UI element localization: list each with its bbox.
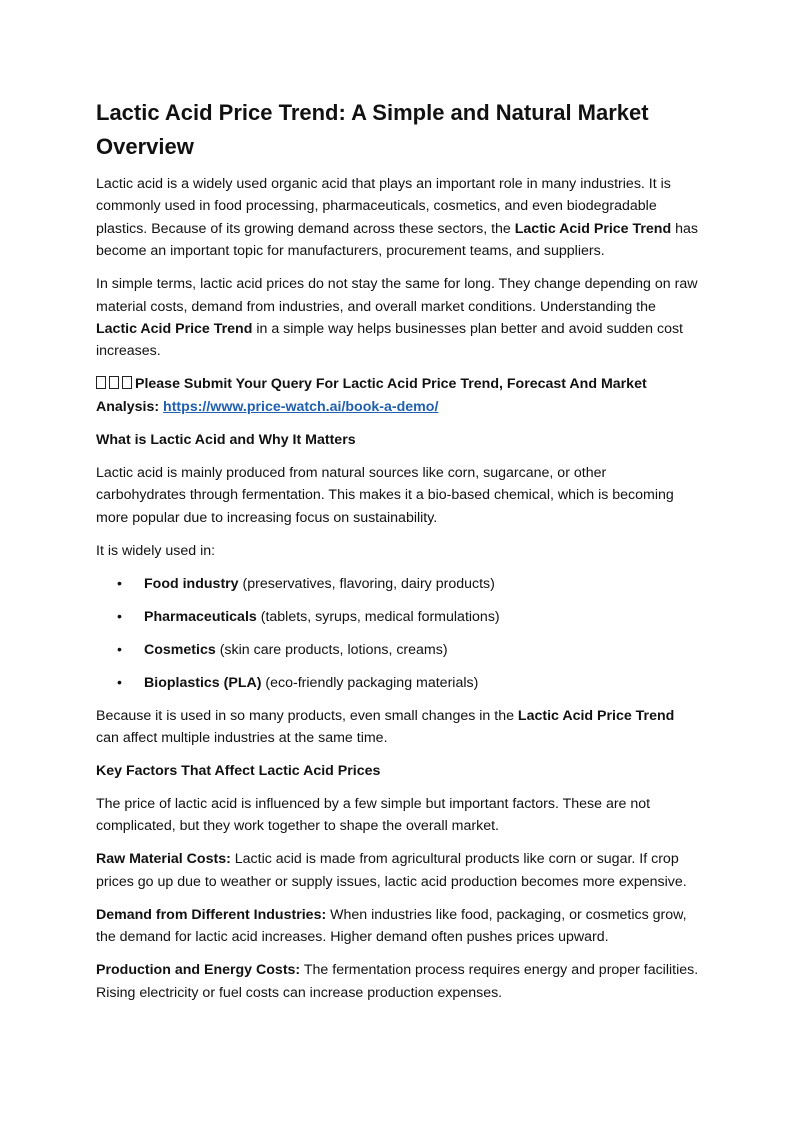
- glyph-box-icon: [109, 376, 119, 389]
- uses-list: [96, 573, 700, 694]
- section2-paragraph-1: The price of lactic acid is influenced by a few simple but important factors. These are not complicated, but they work together to shape the overall market.: [96, 796, 651, 835]
- cta-text: Please Submit Your Query For Lactic Acid Price Trend, Forecast And Market Analysis:: [96, 376, 647, 415]
- section1-paragraph-3: Because it is used in so many products, even small changes in the Lactic Acid Price Trend can affect multiple industries at the same time.: [96, 707, 675, 747]
- page-title: Lactic Acid Price Trend: A Simple and Natural Market Overview: [96, 100, 649, 159]
- list-item: • Pharmaceuticals (tablets, syrups, medical formulations): [96, 606, 700, 628]
- document-page: [96, 96, 700, 1015]
- bullet-icon: •: [117, 608, 122, 625]
- glyph-box-icon: [96, 376, 106, 389]
- bullet-icon: •: [117, 575, 122, 592]
- list-item: • Food industry (preservatives, flavoring, dairy products): [96, 573, 700, 595]
- demo-link[interactable]: https://www.price-watch.ai/book-a-demo/: [163, 398, 439, 415]
- section1-paragraph-1: Lactic acid is mainly produced from natural sources like corn, sugarcane, or other carbohydrates through fermentation. This makes it a bio-based chemical, which is becoming more popular due to increasing focus on sustainability.: [96, 464, 674, 526]
- section-heading-what-is: What is Lactic Acid and Why It Matters: [96, 431, 356, 448]
- cta-paragraph: [96, 373, 700, 418]
- glyph-box-icon: [122, 376, 132, 389]
- factor-demand: Demand from Different Industries: When industries like food, packaging, or cosmetics grow, the demand for lactic acid increases. Higher demand often pushes prices upward.: [96, 906, 687, 946]
- intro-paragraph-1: Lactic acid is a widely used organic acid that plays an important role in many industries. It is commonly used in food processing, pharmaceuticals, cosmetics, and even biodegradable plastics. Because of its growing demand across these sectors, the Lactic Acid Price Trend has become an important topic for manufacturers, procurement teams, and suppliers.: [96, 176, 698, 260]
- bullet-icon: •: [117, 674, 122, 691]
- factor-production-energy: Production and Energy Costs: The fermentation process requires energy and proper facilities. Rising electricity or fuel costs can increase production expenses.: [96, 962, 699, 1001]
- section-heading-key-factors: Key Factors That Affect Lactic Acid Prices: [96, 763, 381, 780]
- list-item: • Bioplastics (PLA) (eco-friendly packaging materials): [96, 672, 700, 694]
- list-item: • Cosmetics (skin care products, lotions, creams): [96, 639, 700, 661]
- factor-raw-material: Raw Material Costs: Lactic acid is made from agricultural products like corn or sugar. If crop prices go up due to weather or supply issues, lactic acid production becomes more expensive.: [96, 851, 687, 890]
- bullet-icon: •: [117, 641, 122, 658]
- section1-paragraph-2: It is widely used in:: [96, 542, 216, 559]
- intro-paragraph-2: In simple terms, lactic acid prices do not stay the same for long. They change depending on raw material costs, demand from industries, and overall market conditions. Understanding the Lactic Acid Price Trend in a simple way helps businesses plan better and avoid sudden cost increases.: [96, 276, 698, 360]
